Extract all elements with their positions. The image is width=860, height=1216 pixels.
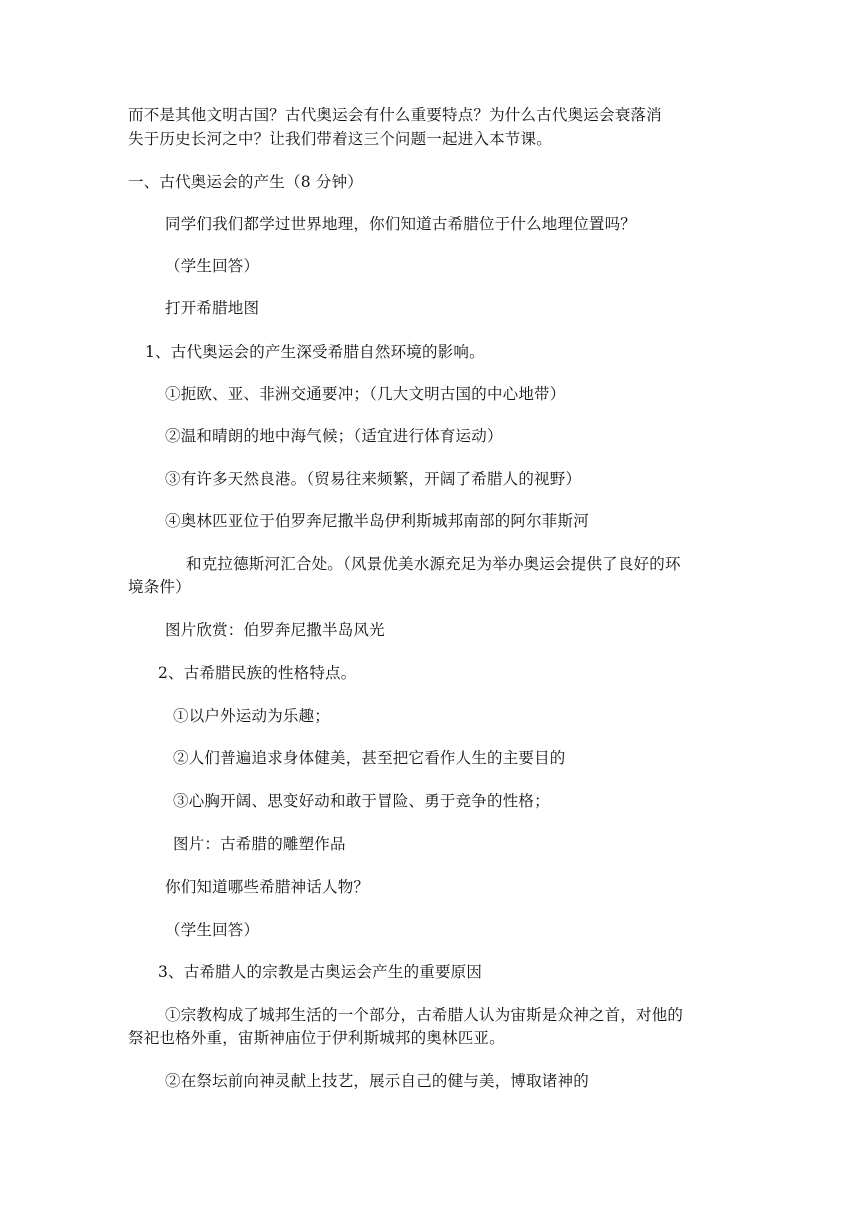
body-text-line-2: 失于历史长河之中？让我们带着这三个问题一起进入本节课。 [128,130,552,148]
question-geography: 同学们我们都学过世界地理，你们知道古希腊位于什么地理位置吗？ [165,215,637,233]
section-heading-origin: 一、古代奥运会的产生（8 分钟） [128,173,363,191]
list-item-olympia-location: ④奥林匹亚位于伯罗奔尼撒半岛伊利斯城邦南部的阿尔菲斯河 [165,512,589,530]
open-map-note: 打开希腊地图 [165,299,260,317]
religion-item-zeus-continued: 祭祀也格外重，宙斯神庙位于伊利斯城邦的奥林匹亚。 [128,1029,505,1047]
list-item-crossroads: ①扼欧、亚、非洲交通要冲；（几大文明古国的中心地带） [165,385,566,403]
list-item-olympia-end: 境条件） [128,578,191,596]
student-answer-note: （学生回答） [165,257,260,275]
body-text-line-1: 而不是其他文明古国？古代奥运会有什么重要特点？为什么古代奥运会衰落消 [128,106,662,124]
religion-item-altar: ②在祭坛前向神灵献上技艺，展示自己的健与美，博取诸神的 [165,1072,589,1090]
list-item-harbors: ③有许多天然良港。（贸易往来频繁，开阔了希腊人的视野） [165,470,582,488]
list-item-climate: ②温和晴朗的地中海气候；（适宜进行体育运动） [165,427,503,445]
list-item-physical-beauty: ②人们普遍追求身体健美，甚至把它看作人生的主要目的 [173,749,566,767]
subsection-heading-religion: 3、古希腊人的宗教是古奥运会产生的重要原因 [158,963,483,981]
image-caption-peloponnese: 图片欣赏：伯罗奔尼撒半岛风光 [165,621,385,639]
list-item-outdoor-sports: ①以户外运动为乐趣； [173,707,331,725]
list-item-open-minded: ③心胸开阔、思变好动和敢于冒险、勇于竞争的性格； [173,792,550,810]
image-caption-sculpture: 图片：古希腊的雕塑作品 [173,835,346,853]
religion-item-zeus: ①宗教构成了城邦生活的一个部分，古希腊人认为宙斯是众神之首，对他的 [165,1006,684,1024]
subsection-heading-character: 2、古希腊民族的性格特点。 [158,664,357,682]
question-mythology: 你们知道哪些希腊神话人物？ [165,878,370,896]
student-answer-note-2: （学生回答） [165,921,260,939]
subsection-heading-environment: 1、古代奥运会的产生深受希腊自然环境的影响。 [145,343,485,361]
list-item-olympia-continued: 和克拉德斯河汇合处。（风景优美水源充足为举办奥运会提供了良好的环 [186,555,681,573]
